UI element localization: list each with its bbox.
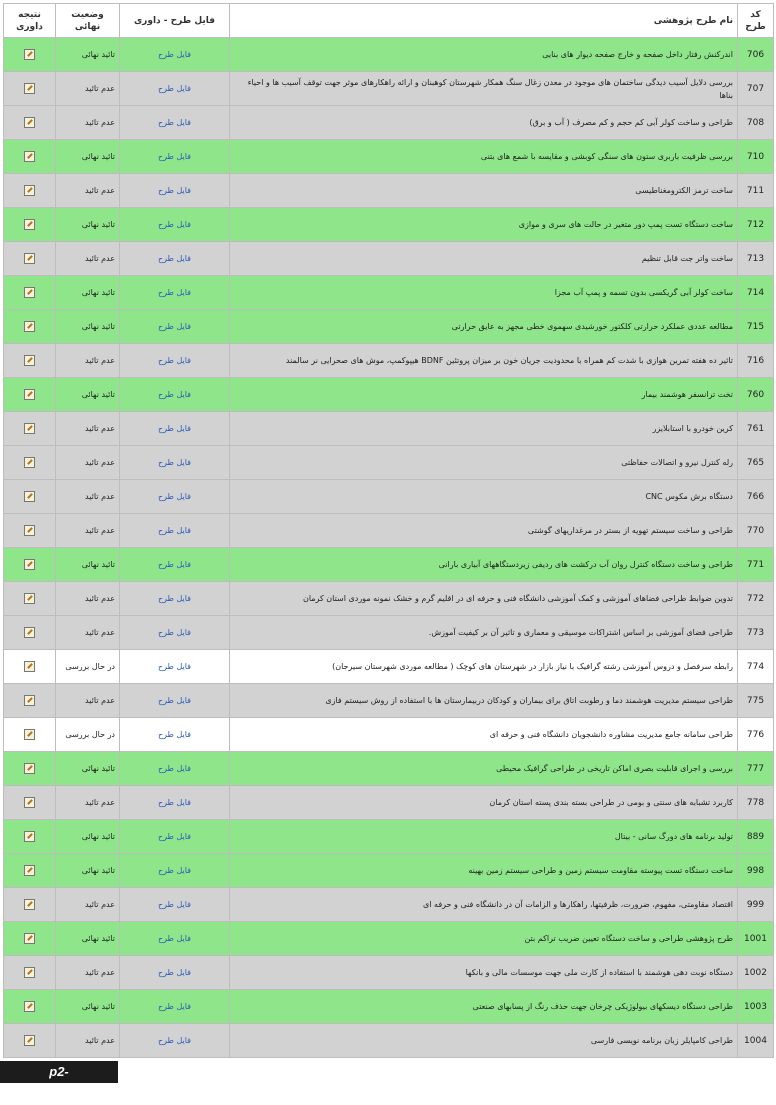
project-title: طرح پژوهشی طراحی و ساخت دستگاه تعیین ضریب تراکم بتن [230,922,738,956]
project-title: طراحی و ساخت کولر آبی کم حجم و کم مصرف ( آب و برق) [230,106,738,140]
table-row [4,514,774,548]
file-link[interactable]: فایل طرح [120,650,230,684]
project-code: 1002 [738,956,774,990]
file-link[interactable]: فایل طرح [120,922,230,956]
final-status: عدم تائید [56,786,120,820]
edit-icon[interactable] [24,219,35,230]
file-link[interactable]: فایل طرح [120,786,230,820]
review-result-cell [4,752,56,786]
project-code: 706 [738,38,774,72]
project-title: بررسی دلایل آسیب دیدگی ساختمان های موجود در معدن زغال سنگ همکار شهرستان کوهبنان و ارائه راهکارهای موثر جهت توقف آسیب ها و احیاء بناها [230,72,738,106]
edit-icon[interactable] [24,491,35,502]
project-title: طراحی و ساخت دستگاه کنترل روان آب درکشت های ردیفی زیردستگاههای آبیاری بارانی [230,548,738,582]
project-code: 777 [738,752,774,786]
review-result-cell [4,378,56,412]
project-title: رابطه سرفصل و دروس آموزشی رشته گرافیک با نیاز بازار در شهرستان های کوچک ( مطالعه موردی شهرستان سیرجان) [230,650,738,684]
review-result-cell [4,514,56,548]
final-status: تائید نهائی [56,548,120,582]
review-result-cell [4,38,56,72]
project-title: ساخت دستگاه تست پیوسته مقاومت سیستم زمین و طراحی سیستم زمین بهینه [230,854,738,888]
review-result-cell [4,344,56,378]
project-title: دستگاه نوبت دهی هوشمند با استفاده از کارت ملی جهت موسسات مالی و بانکها [230,956,738,990]
final-status: عدم تائید [56,1024,120,1058]
review-result-cell [4,582,56,616]
final-status: عدم تائید [56,446,120,480]
project-code: 778 [738,786,774,820]
table-row [4,582,774,616]
table-row [4,1024,774,1058]
review-result-cell [4,208,56,242]
final-status: عدم تائید [56,684,120,718]
final-status: تائید نهائی [56,276,120,310]
table-row [4,922,774,956]
project-code: 774 [738,650,774,684]
project-title: تخت ترانسفر هوشمند بیمار [230,378,738,412]
project-title: ساخت کولر آبی گریکسی بدون تسمه و پمپ آب مجزا [230,276,738,310]
final-status: عدم تائید [56,174,120,208]
file-link[interactable]: فایل طرح [120,1024,230,1058]
review-result-cell [4,140,56,174]
file-link[interactable]: فایل طرح [120,990,230,1024]
table-row [4,378,774,412]
final-status: عدم تائید [56,412,120,446]
project-code: 713 [738,242,774,276]
file-link[interactable]: فایل طرح [120,854,230,888]
review-result-cell [4,718,56,752]
edit-icon[interactable] [24,661,35,672]
edit-icon[interactable] [24,1035,35,1046]
header-file: فایل طرح - داوری [120,4,230,38]
edit-icon[interactable] [24,933,35,944]
review-result-cell [4,854,56,888]
project-title: دستگاه برش مکوس CNC [230,480,738,514]
review-result-cell [4,72,56,106]
table-body [4,38,774,1058]
project-title: ساخت دستگاه تست پمپ دور متغیر در حالت های سری و موازی [230,208,738,242]
project-code: 712 [738,208,774,242]
file-link[interactable]: فایل طرح [120,820,230,854]
table-row [4,140,774,174]
review-result-cell [4,922,56,956]
final-status: تائید نهائی [56,310,120,344]
edit-icon[interactable] [24,899,35,910]
edit-icon[interactable] [24,865,35,876]
final-status: تائید نهائی [56,922,120,956]
edit-icon[interactable] [24,763,35,774]
edit-icon[interactable] [24,321,35,332]
final-status: عدم تائید [56,888,120,922]
project-code: 710 [738,140,774,174]
final-status: عدم تائید [56,480,120,514]
review-result-cell [4,650,56,684]
table-row [4,752,774,786]
project-code: 708 [738,106,774,140]
review-result-cell [4,888,56,922]
edit-icon[interactable] [24,185,35,196]
table-row [4,412,774,446]
file-link[interactable]: فایل طرح [120,242,230,276]
edit-icon[interactable] [24,287,35,298]
edit-icon[interactable] [24,729,35,740]
edit-icon[interactable] [24,797,35,808]
project-code: 773 [738,616,774,650]
file-link[interactable]: فایل طرح [120,582,230,616]
table-header [4,4,774,38]
file-link[interactable]: فایل طرح [120,480,230,514]
edit-icon[interactable] [24,967,35,978]
project-title: ساخت ترمز الکترومغناطیسی [230,174,738,208]
project-code: 1001 [738,922,774,956]
project-code: 1003 [738,990,774,1024]
project-code: 998 [738,854,774,888]
file-link[interactable]: فایل طرح [120,548,230,582]
research-projects-table [3,3,774,1058]
project-code: 761 [738,412,774,446]
table-row [4,718,774,752]
file-link[interactable]: فایل طرح [120,106,230,140]
final-status: در حال بررسی [56,718,120,752]
table-row [4,310,774,344]
final-status: عدم تائید [56,344,120,378]
project-code: 772 [738,582,774,616]
final-status: تائید نهائی [56,140,120,174]
file-link[interactable]: فایل طرح [120,208,230,242]
file-link[interactable]: فایل طرح [120,684,230,718]
table-row [4,650,774,684]
final-status: عدم تائید [56,956,120,990]
file-link[interactable]: فایل طرح [120,446,230,480]
edit-icon[interactable] [24,83,35,94]
project-title: تولید برنامه های دورگ سانی - بیتال [230,820,738,854]
table-row [4,174,774,208]
final-status: عدم تائید [56,72,120,106]
project-title: طراحی سیستم مدیریت هوشمند دما و رطوبت اتاق برای بیماران و کودکان دربیمارستان ها با استفاده از روش سیستم فازی [230,684,738,718]
review-result-cell [4,786,56,820]
review-result-cell [4,990,56,1024]
table-row [4,106,774,140]
edit-icon[interactable] [24,253,35,264]
final-status: در حال بررسی [56,650,120,684]
file-link[interactable]: فایل طرح [120,412,230,446]
table-row [4,480,774,514]
review-result-cell [4,1024,56,1058]
project-code: 766 [738,480,774,514]
project-code: 765 [738,446,774,480]
project-title: طراحی دستگاه دیسکهای بیولوژیکی چرخان جهت حذف رنگ از پسابهای صنعتی [230,990,738,1024]
site-watermark: p2-kerman.tvu.ac.ir [0,1061,118,1083]
edit-icon[interactable] [24,1001,35,1012]
table-row [4,446,774,480]
table-row [4,344,774,378]
header-code: کد طرح [738,4,774,38]
table-row [4,854,774,888]
file-link[interactable]: فایل طرح [120,718,230,752]
project-code: 1004 [738,1024,774,1058]
final-status: تائید نهائی [56,752,120,786]
final-status: تائید نهائی [56,378,120,412]
table-row [4,956,774,990]
review-result-cell [4,480,56,514]
project-title: طراحی سامانه جامع مدیریت مشاوره دانشجویان دانشگاه فنی و حرفه ای [230,718,738,752]
final-status: عدم تائید [56,514,120,548]
project-code: 776 [738,718,774,752]
edit-icon[interactable] [24,831,35,842]
project-code: 760 [738,378,774,412]
project-title: بررسی ظرفیت باربری ستون های سنگی کوبشی و مقایسه با شمع های بتنی [230,140,738,174]
table-row [4,276,774,310]
edit-icon[interactable] [24,627,35,638]
project-code: 707 [738,72,774,106]
review-result-cell [4,106,56,140]
table-row [4,616,774,650]
project-code: 714 [738,276,774,310]
project-title: اقتصاد مقاومتی، مفهوم، ضرورت، ظرفیتها، راهکارها و الزامات آن در دانشگاه فنی و حرفه ای [230,888,738,922]
final-status: تائید نهائی [56,854,120,888]
edit-icon[interactable] [24,457,35,468]
table-row [4,684,774,718]
project-title: اندرکنش رفتار داخل صفحه و خارج صفحه دیوار های بنایی [230,38,738,72]
project-title: طراحی و ساخت سیستم تهویه از بستر در مرغداریهای گوشتی [230,514,738,548]
table-row [4,38,774,72]
header-name: نام طرح پژوهشی [230,4,738,38]
project-title: کاربرد تشبابه های سنتی و بومی در طراحی بسته بندی پسته استان کرمان [230,786,738,820]
project-code: 711 [738,174,774,208]
project-title: تدوین ضوابط طراحی فضاهای آموزشی و کمک آموزشی دانشگاه فنی و حرفه ای در اقلیم گرم و خشک نمونه موردی استان کرمان [230,582,738,616]
final-status: عدم تائید [56,106,120,140]
file-link[interactable]: فایل طرح [120,752,230,786]
table-row [4,72,774,106]
edit-icon[interactable] [24,49,35,60]
table-row [4,242,774,276]
project-code: 999 [738,888,774,922]
project-code: 775 [738,684,774,718]
project-title: طراحی فضای آموزشی بر اساس اشتراکات موسیقی و معماری و تاثیر آن بر کیفیت آموزش. [230,616,738,650]
final-status: تائید نهائی [56,208,120,242]
review-result-cell [4,616,56,650]
table-row [4,208,774,242]
file-link[interactable]: فایل طرح [120,310,230,344]
table-row [4,786,774,820]
review-result-cell [4,242,56,276]
project-title: ساخت واتر جت قابل تنظیم [230,242,738,276]
final-status: تائید نهائی [56,820,120,854]
table-row [4,990,774,1024]
review-result-cell [4,956,56,990]
file-link[interactable]: فایل طرح [120,514,230,548]
project-title: تاثیر ده هفته تمرین هوازی با شدت کم همراه با محدودیت جریان خون بر میزان پروتئین BDNF هیپوکمپ، موش های صحرایی نر سالمند [230,344,738,378]
final-status: تائید نهائی [56,38,120,72]
edit-icon[interactable] [24,525,35,536]
final-status: تائید نهائی [56,990,120,1024]
file-link[interactable]: فایل طرح [120,38,230,72]
edit-icon[interactable] [24,355,35,366]
review-result-cell [4,412,56,446]
edit-icon[interactable] [24,593,35,604]
file-link[interactable]: فایل طرح [120,378,230,412]
table-row [4,548,774,582]
file-link[interactable]: فایل طرح [120,174,230,208]
project-code: 715 [738,310,774,344]
file-link[interactable]: فایل طرح [120,616,230,650]
edit-icon[interactable] [24,151,35,162]
edit-icon[interactable] [24,423,35,434]
final-status: عدم تائید [56,616,120,650]
project-title: بررسی و اجرای قابلیت بصری اماکن تاریخی در طراحی گرافیک محیطی [230,752,738,786]
project-code: 889 [738,820,774,854]
project-title: مطالعه عددی عملکرد حرارتی کلکتور خورشیدی سهموی خطی مجهز به عایق حرارتی [230,310,738,344]
edit-icon[interactable] [24,559,35,570]
edit-icon[interactable] [24,389,35,400]
header-result: نتیجه داوری [4,4,56,38]
file-link[interactable]: فایل طرح [120,956,230,990]
review-result-cell [4,548,56,582]
file-link[interactable]: فایل طرح [120,276,230,310]
project-code: 716 [738,344,774,378]
review-result-cell [4,174,56,208]
final-status: عدم تائید [56,582,120,616]
table-row [4,888,774,922]
final-status: عدم تائید [56,242,120,276]
review-result-cell [4,446,56,480]
project-title: کرین خودرو با استابلایزر [230,412,738,446]
page [0,3,776,1101]
project-title: رله کنترل نیرو و اتصالات حفاظتی [230,446,738,480]
file-link[interactable]: فایل طرح [120,888,230,922]
table-row [4,820,774,854]
review-result-cell [4,276,56,310]
project-title: طراحی کامپایلر زبان برنامه نویسی فارسی [230,1024,738,1058]
edit-icon[interactable] [24,695,35,706]
review-result-cell [4,310,56,344]
review-result-cell [4,684,56,718]
header-status: وضعیت نهائی [56,4,120,38]
file-link[interactable]: فایل طرح [120,140,230,174]
project-code: 770 [738,514,774,548]
file-link[interactable]: فایل طرح [120,344,230,378]
project-code: 771 [738,548,774,582]
file-link[interactable]: فایل طرح [120,72,230,106]
review-result-cell [4,820,56,854]
edit-icon[interactable] [24,117,35,128]
